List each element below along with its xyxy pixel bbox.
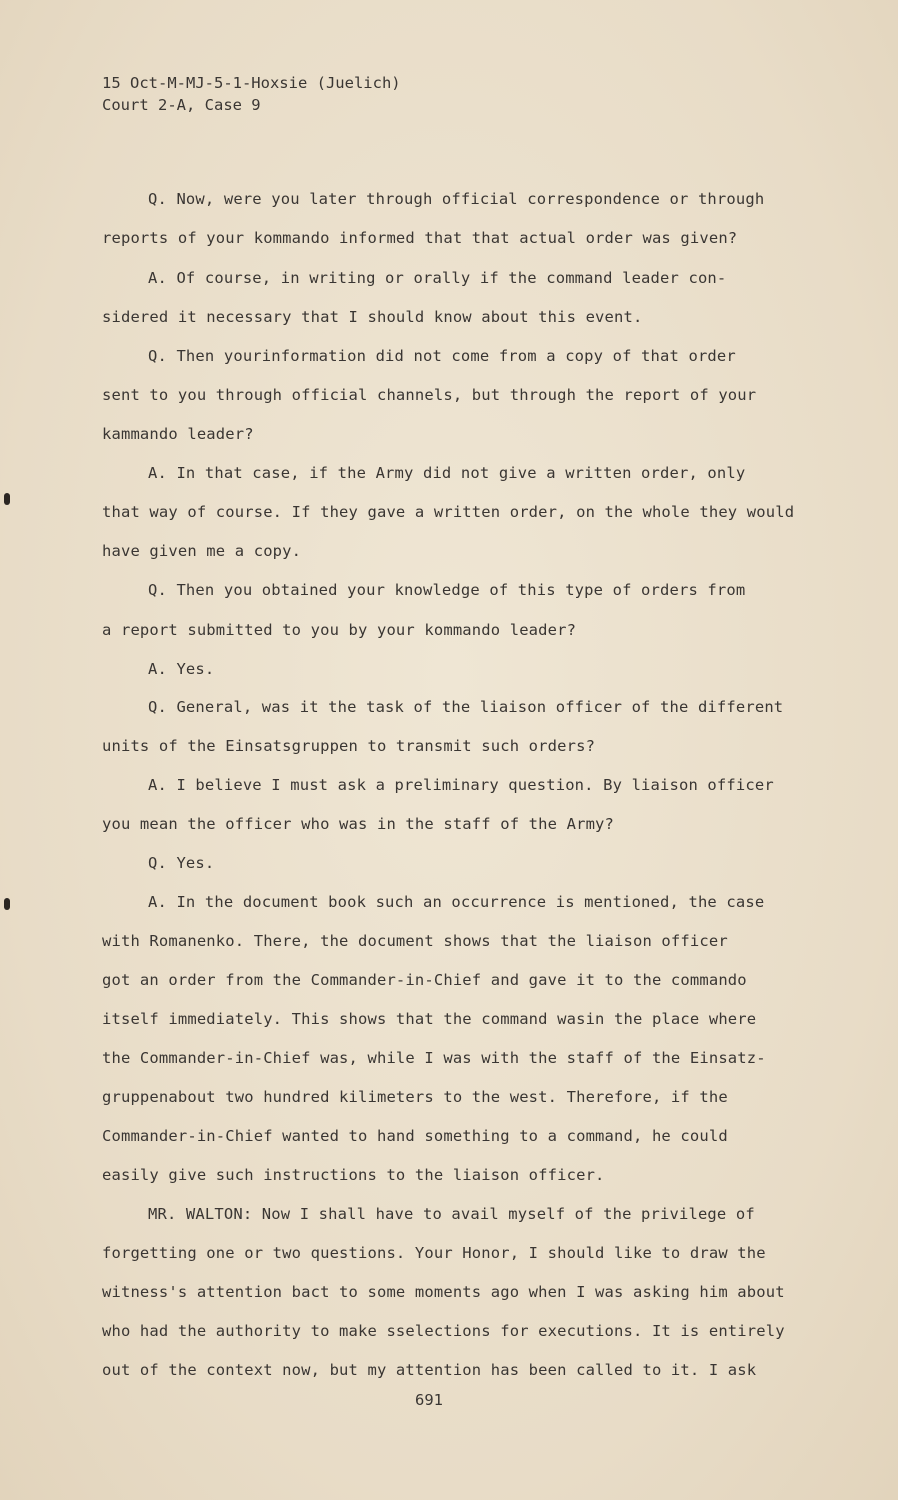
text-line: A. Yes. xyxy=(148,660,215,678)
document-header xyxy=(102,72,401,116)
text-line: out of the context now, but my attention has been called to it. I ask xyxy=(102,1361,757,1379)
binder-hole xyxy=(4,493,10,505)
text-line: A. In that case, if the Army did not give a written order, only xyxy=(148,464,746,482)
text-line: Q. Yes. xyxy=(148,854,215,872)
text-line: got an order from the Commander-in-Chief and gave it to the commando xyxy=(102,971,747,989)
text-line: a report submitted to you by your kommando leader? xyxy=(102,621,577,639)
text-line: A. I believe I must ask a preliminary question. By liaison officer xyxy=(148,776,774,794)
text-line: with Romanenko. There, the document shows that the liaison officer xyxy=(102,932,728,950)
text-line: MR. WALTON: Now I shall have to avail myself of the privilege of xyxy=(148,1205,755,1223)
text-line: you mean the officer who was in the staff of the Army? xyxy=(102,815,615,833)
text-line: sent to you through official channels, but through the report of your xyxy=(102,386,757,404)
text-line: A. Of course, in writing or orally if the command leader con- xyxy=(148,269,727,287)
text-line: gruppenabout two hundred kilimeters to the west. Therefore, if the xyxy=(102,1088,728,1106)
text-line: witness's attention bact to some moments ago when I was asking him about xyxy=(102,1283,785,1301)
text-line: sidered it necessary that I should know about this event. xyxy=(102,308,643,326)
text-line: Q. Then yourinformation did not come from a copy of that order xyxy=(148,347,736,365)
text-line: Q. Then you obtained your knowledge of this type of orders from xyxy=(148,581,746,599)
text-line: easily give such instructions to the liaison officer. xyxy=(102,1166,605,1184)
text-line: A. In the document book such an occurrence is mentioned, the case xyxy=(148,893,765,911)
text-line: reports of your kommando informed that that actual order was given? xyxy=(102,229,738,247)
header-line-2: Court 2-A, Case 9 xyxy=(102,96,261,114)
text-line: units of the Einsatsgruppen to transmit such orders? xyxy=(102,737,596,755)
text-line: who had the authority to make sselections for executions. It is entirely xyxy=(102,1322,785,1340)
text-line: Q. Now, were you later through official correspondence or through xyxy=(148,190,765,208)
text-line: have given me a copy. xyxy=(102,542,302,560)
text-line: that way of course. If they gave a written order, on the whole they would xyxy=(102,503,795,521)
text-line: itself immediately. This shows that the command wasin the place where xyxy=(102,1010,757,1028)
text-line: Commander-in-Chief wanted to hand something to a command, he could xyxy=(102,1127,728,1145)
header-line-1: 15 Oct-M-MJ-5-1-Hoxsie (Juelich) xyxy=(102,74,401,92)
text-line: kammando leader? xyxy=(102,425,254,443)
text-line: the Commander-in-Chief was, while I was with the staff of the Einsatz- xyxy=(102,1049,766,1067)
text-line: Q. General, was it the task of the liaison officer of the different xyxy=(148,698,784,716)
binder-hole xyxy=(4,898,10,910)
text-line: forgetting one or two questions. Your Honor, I should like to draw the xyxy=(102,1244,766,1262)
page-number: 691 xyxy=(415,1391,443,1409)
